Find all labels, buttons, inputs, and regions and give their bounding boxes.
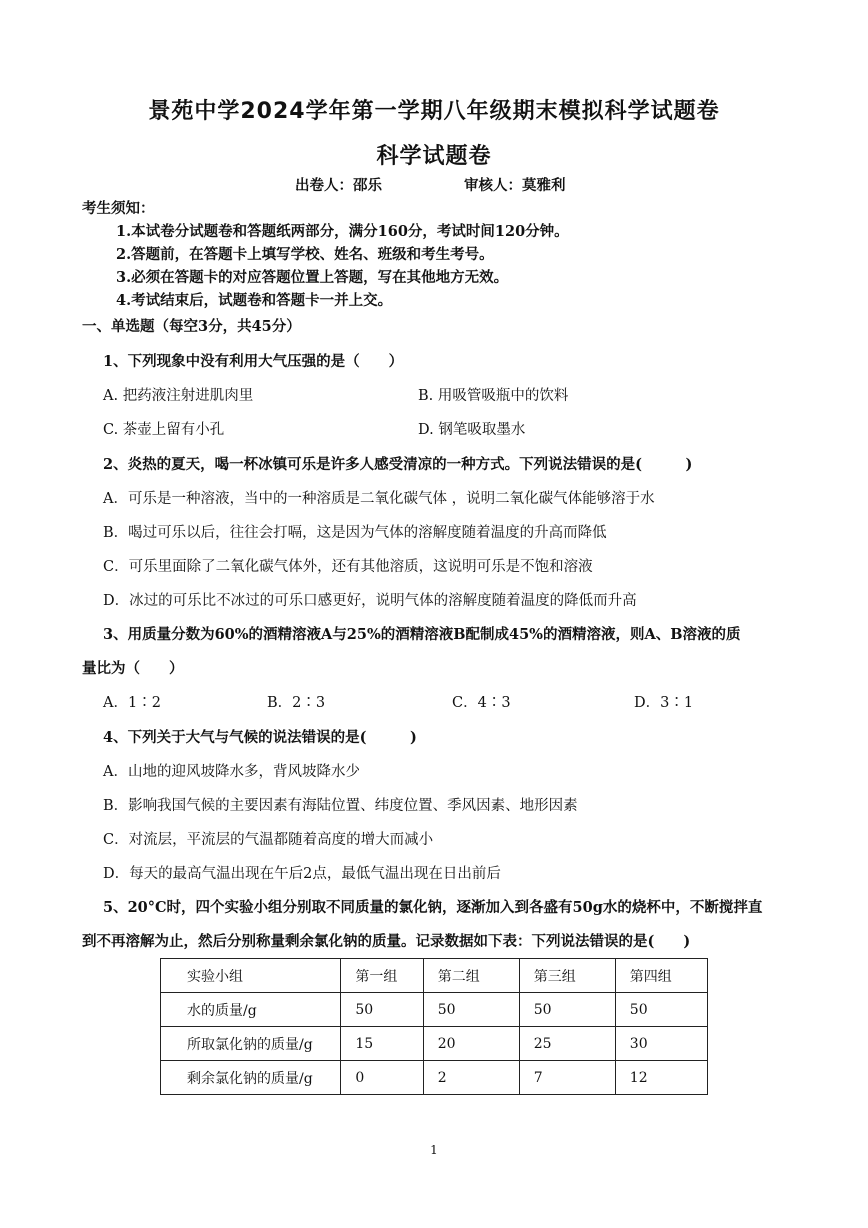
option-d: D．每天的最高气温出现在午后2点，最低气温出现在日出前后 [103, 866, 501, 882]
author-line: 出卷人：邵乐 [295, 177, 382, 194]
notice-heading: 考生须知： [82, 200, 155, 217]
option-d: D. 钢笔吸取墨水 [418, 422, 526, 438]
option-a: A．可乐是一种溶液，当中的一种溶质是二氧化碳气体 ，说明二氧化碳气体能够溶于水 [103, 491, 655, 507]
notice-item: 3.必须在答题卡的对应答题位置上答题，写在其他地方无效。 [116, 269, 509, 286]
option-a: A. 把药液注射进肌肉里 [103, 388, 254, 404]
notice-item: 1.本试卷分试题卷和答题纸两部分，满分160分，考试时间120分钟。 [116, 223, 569, 240]
table-cell: 30 [615, 1027, 707, 1061]
table-cell: 50 [341, 993, 423, 1027]
option-c: C. 茶壶上留有小孔 [103, 422, 225, 438]
table-cell: 50 [519, 993, 615, 1027]
table-row [161, 993, 708, 1027]
table-cell: 2 [423, 1061, 519, 1095]
question-stem-cont: 到不再溶解为止，然后分别称量剩余氯化钠的质量。记录数据如下表：下列说法错误的是( ) [82, 933, 691, 950]
table-header-cell: 第二组 [423, 959, 519, 993]
notice-item: 4.考试结束后，试题卷和答题卡一并上交。 [116, 292, 393, 309]
table-header-cell: 实验小组 [161, 959, 341, 993]
question-stem-cont: 量比为（ ） [82, 660, 184, 677]
option-d: D．冰过的可乐比不冰过的可乐口感更好，说明气体的溶解度随着温度的降低而升高 [103, 593, 637, 609]
option-d: D．3∶1 [634, 695, 694, 711]
table-cell: 水的质量/g [161, 993, 341, 1027]
question-stem: 2、炎热的夏天，喝一杯冰镇可乐是许多人感受清凉的一种方式。下列说法错误的是( ) [103, 456, 693, 473]
option-b: B．2∶3 [267, 695, 326, 711]
option-a: A．1∶2 [103, 695, 161, 711]
table-cell: 7 [519, 1061, 615, 1095]
table-cell: 50 [423, 993, 519, 1027]
reviewer-line: 审核人：莫雅利 [464, 177, 566, 194]
exam-subtitle: 科学试题卷 [376, 144, 492, 169]
table-cell: 15 [341, 1027, 423, 1061]
table-cell: 0 [341, 1061, 423, 1095]
notice-item: 2.答题前，在答题卡上填写学校、姓名、班级和考生考号。 [116, 246, 494, 263]
table-cell: 25 [519, 1027, 615, 1061]
table-cell: 12 [615, 1061, 707, 1095]
option-a: A．山地的迎风坡降水多，背风坡降水少 [103, 764, 360, 780]
section-heading: 一、单选题（每空3分，共45分） [82, 318, 301, 335]
question-stem: 5、20°C时，四个实验小组分别取不同质量的氯化钠，逐渐加入到各盛有50g水的烧杯中，不断搅拌直 [103, 899, 763, 916]
question-stem: 1、下列现象中没有利用大气压强的是（ ） [103, 353, 404, 370]
table-cell: 所取氯化钠的质量/g [161, 1027, 341, 1061]
table-row [161, 1061, 708, 1095]
exam-title: 景苑中学2024学年第一学期八年级期末模拟科学试题卷 [148, 99, 720, 124]
option-b: B．影响我国气候的主要因素有海陆位置、纬度位置、季风因素、地形因素 [103, 798, 578, 814]
table-header-cell: 第一组 [341, 959, 423, 993]
table-cell: 50 [615, 993, 707, 1027]
option-c: C．对流层，平流层的气温都随着高度的增大而减小 [103, 832, 434, 848]
table-header-cell: 第三组 [519, 959, 615, 993]
option-c: C．4∶3 [452, 695, 511, 711]
page-number: 1 [430, 1143, 438, 1157]
option-b: B．喝过可乐以后，往往会打嗝，这是因为气体的溶解度随着温度的升高而降低 [103, 525, 607, 541]
question-stem: 4、下列关于大气与气候的说法错误的是( ) [103, 729, 417, 746]
table-row [161, 1027, 708, 1061]
data-table [160, 958, 708, 1095]
question-stem: 3、用质量分数为60%的酒精溶液A与25%的酒精溶液B配制成45%的酒精溶液，则A、B溶液的质 [103, 626, 741, 643]
table-header-cell: 第四组 [615, 959, 707, 993]
table-header-row [161, 959, 708, 993]
option-c: C．可乐里面除了二氧化碳气体外，还有其他溶质，这说明可乐是不饱和溶液 [103, 559, 593, 575]
table-cell: 20 [423, 1027, 519, 1061]
option-b: B. 用吸管吸瓶中的饮料 [418, 388, 569, 404]
table-cell: 剩余氯化钠的质量/g [161, 1061, 341, 1095]
